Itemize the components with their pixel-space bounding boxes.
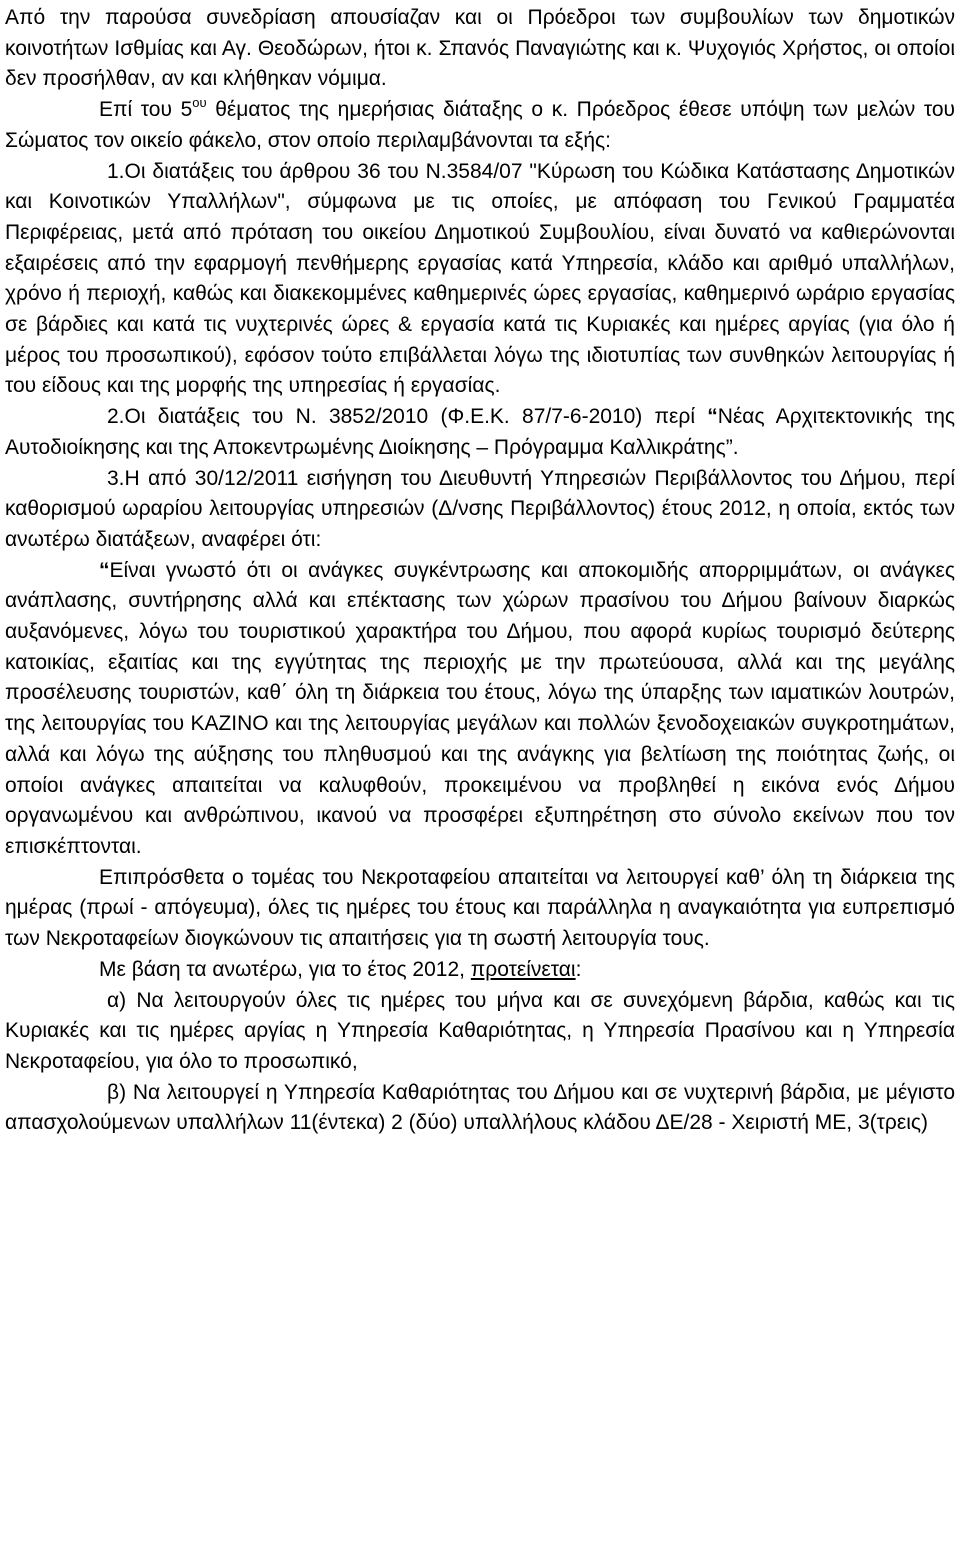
list-item-2-text-rest: Νέας Αρχιτεκτονικής της Αυτοδιοίκησης και της Αποκεντρωμένης Διοίκησης – Πρόγραμμα Καλλικράτης”. — [5, 405, 955, 459]
proposal-item-b-text: β) Να λειτουργεί η Υπηρεσία Καθαριότητας του Δήμου και σε νυχτερινή βάρδια, με μέγιστο απασχολούμενων υπαλλήλων 11(έντεκα) 2 (δύο) υπαλλήλους κλάδου ΔΕ/28 - Χειριστή ΜΕ, 3(τρεις) — [5, 1080, 955, 1135]
paragraph-cemetery — [5, 863, 955, 955]
proposal-item-a-text: α) Να λειτουργούν όλες τις ημέρες του μήνα και σε συνεχόμενη βάρδια, καθώς και τις Κυριακές και τις ημέρες αργίας η Υπηρεσία Καθαριότητας, η Υπηρεσία Πρασίνου και η Υπηρεσία Νεκροταφείου, για όλο το προσωπικό, — [5, 988, 955, 1073]
list-item-2-text-start: 2.Οι διατάξεις του Ν. 3852/2010 (Φ.Ε.Κ. 87/7-6-2010) περί — [107, 405, 708, 429]
topic-text-end: θέματος της ημερήσιας διάταξης ο κ. Πρόεδρος έθεσε υπόψη των μελών του Σώματος τον οικείο φάκελο, στον οποίο περιλαμβάνονται τα εξής: — [5, 98, 956, 152]
paragraph-proposal — [5, 955, 955, 986]
proposal-item-a — [5, 986, 955, 1078]
document-page — [5, 3, 955, 1139]
opening-quote-mark: “ — [707, 405, 718, 429]
list-item-3-text: 3.Η από 30/12/2011 εισήγηση του Διευθυντή Υπηρεσιών Περιβάλλοντος του Δήμου, περί καθορισμού ωραρίου λειτουργίας υπηρεσιών (Δ/νσης Περιβάλλοντος) έτους 2012, η οποία, εκτός των ανωτέρω διατάξεων, αναφέρει ότι: — [5, 466, 955, 551]
list-item-2 — [5, 402, 955, 463]
paragraph-cemetery-text: Επιπρόσθετα ο τομέας του Νεκροταφείου απαιτείται να λειτουργεί καθ’ όλη τη διάρκεια της ημέρας (πρωί - απόγευμα), όλες τις ημέρες του έτους και παράλληλα η αναγκαιότητα για ευπρεπισμό των Νεκροταφείων διογκώνουν τις απαιτήσεις για τη σωστή λειτουργία τους. — [5, 865, 955, 951]
topic-text-start: Επί του 5 — [99, 98, 193, 122]
list-item-1-text: 1.Οι διατάξεις του άρθρου 36 του Ν.3584/07 "Κύρωση του Κώδικα Κατάστασης Δημοτικών και Κοινοτικών Υπαλλήλων", σύμφωνα με τις οποίες, με απόφαση του Γενικού Γραμματέα Περιφέρειας, μετά από πρόταση του οικείου Δημοτικού Συμβουλίου, είναι δυνατό να καθιερώνονται εξαιρέσεις από την εφαρμογή πενθήμερης εργασίας κατά Υπηρεσία, κλάδο και αριθμό υπαλλήλων, χρόνο ή περιοχή, καθώς και διακεκομμένες καθημερινές ώρες εργασίας, καθημερινό ωράριο εργασίας σε βάρδιες και κατά τις νυχτερινές ώρες & εργασία κατά τις Κυριακές και ημέρες αργίας (για όλο ή μέρος του προσωπικού), εφόσον τούτο επιβάλλεται λόγω της ιδιοτυπίας των συνθηκών λειτουργίας ή του είδους και της μορφής της υπηρεσίας ή εργασίας. — [5, 159, 955, 398]
list-item-3 — [5, 464, 955, 556]
ordinal-superscript: ου — [192, 95, 207, 111]
paragraph-absence-text: Από την παρούσα συνεδρίαση απουσίαζαν και οι Πρόεδροι των συμβουλίων των δημοτικών κοινοτήτων Ισθμίας και Αγ. Θεοδώρων, ήτοι κ. Σπανός Παναγιώτης και κ. Ψυχογιός Χρήστος, οι οποίοι δεν προσήλθαν, αν και κλήθηκαν νόμιμα. — [5, 6, 955, 91]
proposal-text-start: Με βάση τα ανωτέρω, για το έτος 2012, — [99, 957, 471, 981]
quoted-paragraph-text: Είναι γνωστό ότι οι ανάγκες συγκέντρωσης και αποκομιδής απορριμμάτων, οι ανάγκες ανάπλασης, συντήρησης αλλά και επέκτασης των χώρων πρασίνου του Δήμου βαίνουν διαρκώς αυξανόμενες, λόγω του τουριστικού χαρακτήρα του Δήμου, που αφορά κυρίως τουρισμό δεύτερης κατοικίας, εξαιτίας και της εγγύτητας της περιοχής με την πρωτεύουσα, αλλά και της μεγάλης προσέλευσης τουριστών, καθ΄ όλη τη διάρκεια του έτους, λόγω της ύπαρξης των ιαματικών λουτρών, της λειτουργίας του ΚΑΖΙΝΟ και της λειτουργίας μεγάλων και πολλών ξενοδοχειακών συγκροτημάτων, αλλά και λόγω της αύξησης του πληθυσμού και της ανάγκης για βελτίωση της ποιότητας ζωής, οι οποίοι ανάγκες απαιτείται να καλυφθούν, προκειμένου να προβληθεί η εικόνα ενός Δήμου οργανωμένου και ανθρώπινου, ικανού να προσφέρει εξυπηρέτηση στο σύνολο εκείνων που τον επισκέπτονται. — [5, 558, 955, 858]
paragraph-absence — [5, 3, 955, 95]
quoted-paragraph — [5, 556, 955, 863]
proposal-text-end: : — [575, 957, 582, 981]
quote-open-mark: “ — [99, 558, 110, 582]
list-item-1 — [5, 157, 955, 403]
proposal-item-b — [5, 1078, 955, 1139]
paragraph-topic — [5, 95, 955, 156]
proposal-underlined-word: προτείνεται — [470, 957, 576, 981]
